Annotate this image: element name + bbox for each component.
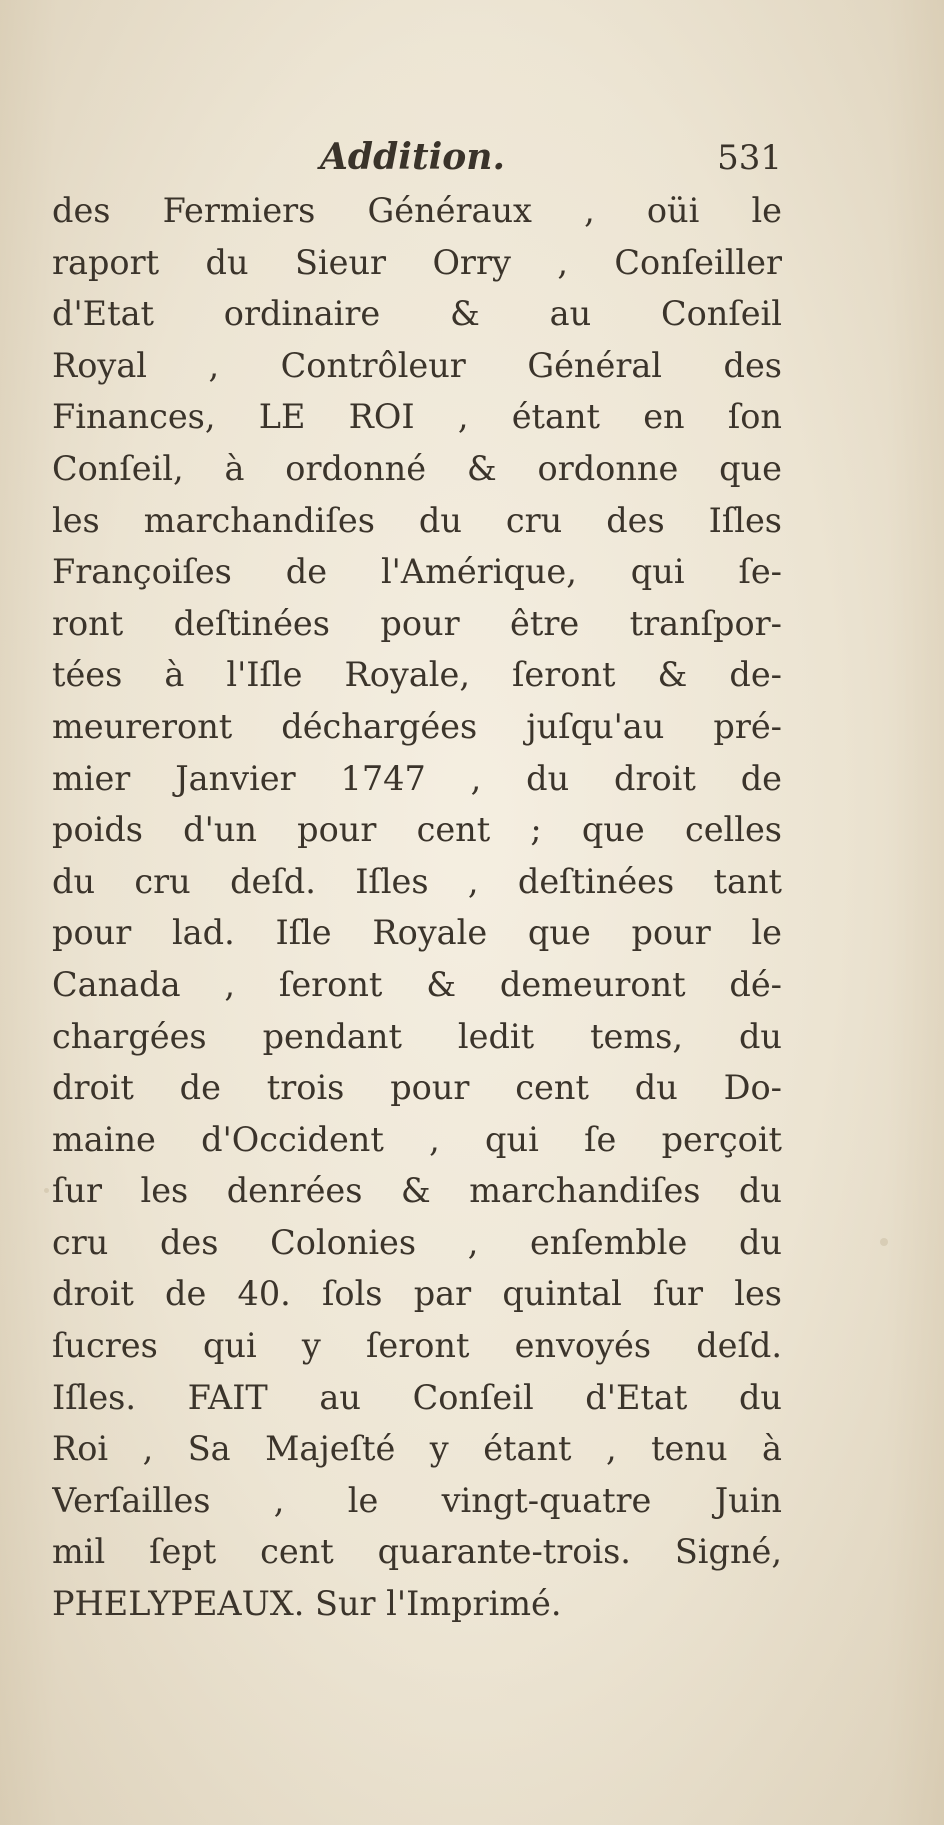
page-number: 531 bbox=[717, 138, 782, 178]
text-line: d'Etat ordinaire & au Conſeil bbox=[52, 294, 782, 334]
text-line: maine d'Occident , qui ſe perçoit bbox=[52, 1119, 782, 1159]
text-line: PHELYPEAUX. Sur l'Imprimé. bbox=[52, 1584, 562, 1624]
text-line: Roi , Sa Majeſté y étant , tenu à bbox=[52, 1429, 782, 1469]
text-line: Françoiſes de l'Amérique, qui ſe- bbox=[52, 552, 782, 592]
body-text bbox=[52, 185, 782, 1630]
text-line: droit de trois pour cent du Do- bbox=[52, 1068, 782, 1108]
text-line: mil ſept cent quarante-trois. Signé, bbox=[52, 1532, 782, 1572]
text-line: Iſles. FAIT au Conſeil d'Etat du bbox=[52, 1377, 782, 1417]
text-line: chargées pendant ledit tems, du bbox=[52, 1016, 782, 1056]
text-line: Royal , Contrôleur Général des bbox=[52, 345, 782, 385]
text-line: Canada , ſeront & demeuront dé- bbox=[52, 964, 782, 1004]
text-line: poids d'un pour cent ; que celles bbox=[52, 810, 782, 850]
text-line: pour lad. Iſle Royale que pour le bbox=[52, 913, 782, 953]
text-line: du cru deſd. Iſles , deſtinées tant bbox=[52, 861, 782, 901]
text-line: ront deſtinées pour être tranſpor- bbox=[52, 603, 782, 643]
text-line: Verſailles , le vingt-quatre Juin bbox=[52, 1480, 782, 1520]
text-line: mier Janvier 1747 , du droit de bbox=[52, 758, 782, 798]
foxing-spot bbox=[880, 1238, 888, 1246]
text-line: ſucres qui y ſeront envoyés deſd. bbox=[52, 1326, 782, 1366]
text-line: raport du Sieur Orry , Conſeiller bbox=[52, 242, 782, 282]
text-line: ſur les denrées & marchandiſes du bbox=[52, 1171, 782, 1211]
text-line: cru des Colonies , enſemble du bbox=[52, 1222, 782, 1262]
text-line: des Fermiers Généraux , oüi le bbox=[52, 191, 782, 230]
text-line: meureront déchargées juſqu'au pré- bbox=[52, 706, 782, 746]
foxing-spot bbox=[44, 1188, 49, 1193]
text-line: Finances, LE ROI , étant en ſon bbox=[52, 397, 782, 437]
text-line: les marchandiſes du cru des Iſles bbox=[52, 500, 782, 540]
text-line: tées à l'Iſle Royale, ſeront & de- bbox=[52, 655, 782, 695]
running-title: Addition. bbox=[320, 136, 505, 178]
text-line: droit de 40. ſols par quintal ſur les bbox=[52, 1274, 782, 1314]
text-line: Conſeil, à ordonné & ordonne que bbox=[52, 448, 782, 488]
page-header bbox=[52, 136, 782, 186]
